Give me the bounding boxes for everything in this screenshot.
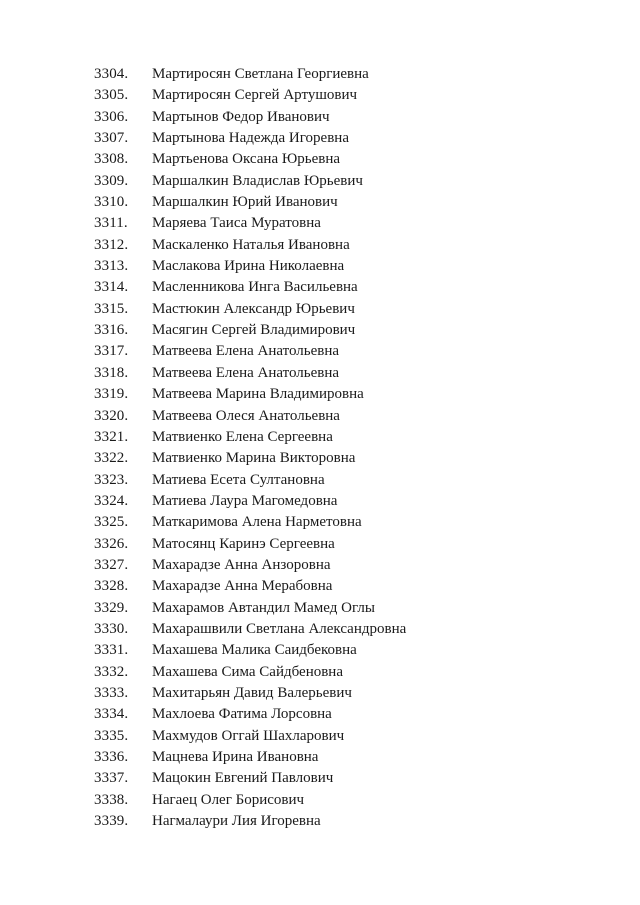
entry-name: Матосянц Каринэ Сергеевна	[152, 535, 335, 552]
list-item	[94, 790, 406, 811]
entry-name: Мартиросян Сергей Артушович	[152, 87, 358, 104]
list-item	[94, 640, 406, 661]
list-item	[94, 192, 406, 213]
entry-number: 3333.	[94, 684, 129, 701]
entry-number: 3306.	[94, 108, 129, 125]
list-item	[94, 598, 406, 619]
entry-name: Махитарьян Давид Валерьевич	[152, 684, 352, 701]
entry-name: Махлоева Фатима Лорсовна	[152, 706, 332, 723]
list-item	[94, 341, 406, 362]
list-item	[94, 171, 406, 192]
name-list	[94, 64, 406, 832]
entry-name: Маслакова Ирина Николаевна	[152, 258, 345, 275]
list-item	[94, 85, 406, 106]
entry-name: Маткаримова Алена Нарметовна	[152, 514, 362, 531]
entry-name: Нагмалаури Лия Игоревна	[152, 813, 321, 830]
entry-name: Мастюкин Александр Юрьевич	[152, 300, 355, 317]
entry-number: 3339.	[94, 813, 129, 830]
entry-number: 3308.	[94, 151, 129, 168]
entry-number: 3327.	[94, 556, 129, 573]
entry-number: 3318.	[94, 364, 129, 381]
entry-name: Матвиенко Марина Викторовна	[152, 450, 356, 467]
list-item	[94, 726, 406, 747]
list-item	[94, 384, 406, 405]
entry-number: 3319.	[94, 386, 129, 403]
list-item	[94, 299, 406, 320]
entry-number: 3328.	[94, 578, 129, 595]
entry-number: 3323.	[94, 471, 129, 488]
entry-number: 3321.	[94, 428, 129, 445]
entry-name: Махарашвили Светлана Александровна	[152, 620, 407, 637]
entry-number: 3316.	[94, 322, 129, 339]
entry-name: Масленникова Инга Васильевна	[152, 279, 358, 296]
list-item	[94, 768, 406, 789]
entry-name: Масягин Сергей Владимирович	[152, 322, 356, 339]
list-item	[94, 470, 406, 491]
entry-number: 3314.	[94, 279, 129, 296]
list-item	[94, 512, 406, 533]
entry-name: Матвиенко Елена Сергеевна	[152, 428, 333, 445]
entry-name: Мацокин Евгений Павлович	[152, 770, 334, 787]
entry-name: Махмудов Оггай Шахларович	[152, 727, 345, 744]
entry-name: Матвеева Олеся Анатольевна	[152, 407, 340, 424]
entry-name: Махарадзе Анна Анзоровна	[152, 556, 331, 573]
list-item	[94, 107, 406, 128]
entry-name: Матвеева Елена Анатольевна	[152, 343, 340, 360]
list-item	[94, 534, 406, 555]
entry-number: 3337.	[94, 770, 129, 787]
entry-name: Матиева Лаура Магомедовна	[152, 492, 338, 509]
entry-name: Нагаец Олег Борисович	[152, 791, 305, 808]
list-item	[94, 704, 406, 725]
entry-number: 3317.	[94, 343, 129, 360]
entry-number: 3322.	[94, 450, 129, 467]
entry-name: Махарамов Автандил Мамед Оглы	[152, 599, 375, 616]
list-item	[94, 683, 406, 704]
list-item	[94, 363, 406, 384]
entry-number: 3312.	[94, 236, 129, 253]
entry-name: Мартынов Федор Иванович	[152, 108, 330, 125]
entry-number: 3334.	[94, 706, 129, 723]
entry-number: 3326.	[94, 535, 129, 552]
list-item	[94, 555, 406, 576]
entry-name: Маршалкин Владислав Юрьевич	[152, 172, 363, 189]
entry-number: 3324.	[94, 492, 129, 509]
list-item	[94, 662, 406, 683]
entry-number: 3313.	[94, 258, 129, 275]
entry-name: Маряева Таиса Муратовна	[152, 215, 321, 232]
entry-name: Матвеева Елена Анатольевна	[152, 364, 340, 381]
entry-name: Мартьенова Оксана Юрьевна	[152, 151, 341, 168]
entry-number: 3305.	[94, 87, 129, 104]
entry-name: Махашева Малика Саидбековна	[152, 642, 357, 659]
list-item	[94, 256, 406, 277]
entry-number: 3315.	[94, 300, 129, 317]
entry-number: 3331.	[94, 642, 129, 659]
list-item	[94, 128, 406, 149]
entry-number: 3310.	[94, 194, 129, 211]
entry-name: Махарадзе Анна Мерабовна	[152, 578, 333, 595]
list-item	[94, 747, 406, 768]
entry-number: 3309.	[94, 172, 129, 189]
entry-number: 3320.	[94, 407, 129, 424]
list-item	[94, 448, 406, 469]
entry-number: 3332.	[94, 663, 129, 680]
list-item	[94, 235, 406, 256]
entry-name: Матвеева Марина Владимировна	[152, 386, 364, 403]
entry-number: 3311.	[94, 215, 128, 232]
entry-number: 3325.	[94, 514, 129, 531]
entry-number: 3336.	[94, 749, 129, 765]
entry-name: Матиева Есета Султановна	[152, 471, 325, 488]
entry-name: Маскаленко Наталья Ивановна	[152, 236, 350, 253]
entry-number: 3330.	[94, 620, 129, 637]
list-item	[94, 619, 406, 640]
list-item	[94, 576, 406, 597]
list-item	[94, 491, 406, 512]
entry-name: Мартынова Надежда Игоревна	[152, 130, 349, 147]
list-item	[94, 406, 406, 427]
list-item	[94, 277, 406, 298]
list-item	[94, 811, 406, 832]
entry-name: Махашева Сима Сайдбеновна	[152, 663, 343, 680]
entry-number: 3304.	[94, 66, 129, 82]
list-item	[94, 213, 406, 234]
entry-name: Мацнева Ирина Ивановна	[152, 749, 319, 765]
entry-number: 3329.	[94, 599, 129, 616]
entry-number: 3335.	[94, 727, 129, 744]
entry-number: 3338.	[94, 791, 129, 808]
list-item	[94, 320, 406, 341]
list-item	[94, 64, 406, 85]
list-item	[94, 427, 406, 448]
entry-number: 3307.	[94, 130, 129, 147]
entry-name: Мартиросян Светлана Георгиевна	[152, 66, 369, 82]
list-item	[94, 149, 406, 170]
entry-name: Маршалкин Юрий Иванович	[152, 194, 338, 211]
